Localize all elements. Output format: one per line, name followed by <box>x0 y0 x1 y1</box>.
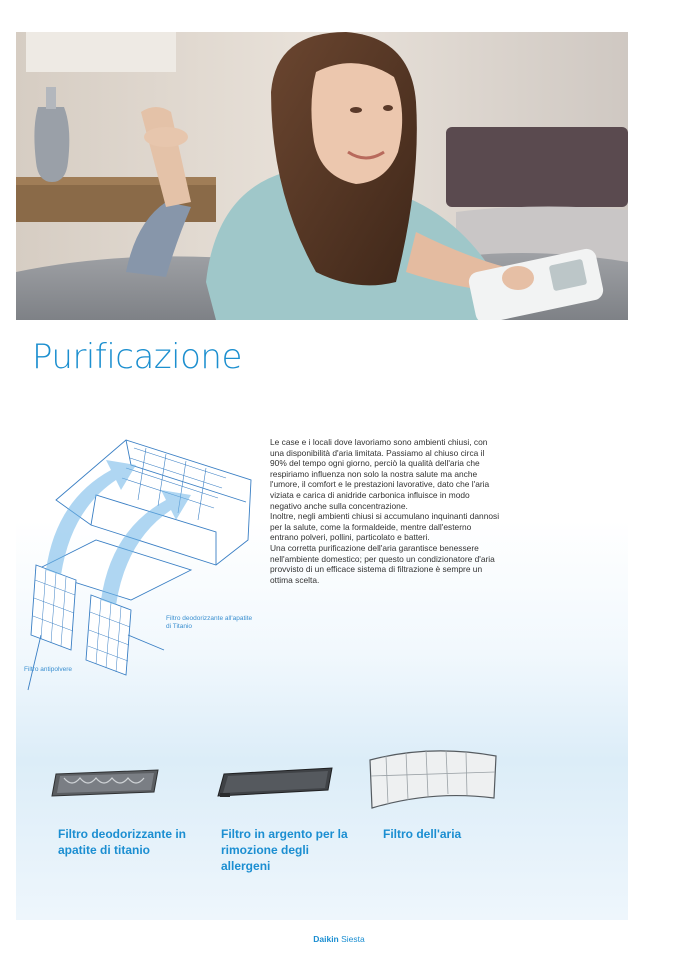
paragraph: Inoltre, negli ambienti chiusi si accumulano inquinanti dannosi per la salute, come la formaldeide, mentre dall'esterno entrano polveri, pollini, particolato e batteri. <box>270 511 500 543</box>
dust-filter-callout: Filtro antipolvere <box>24 666 73 673</box>
titanium-filter-callout: Filtro deodorizzante all'apatite di Titanio <box>166 615 253 630</box>
air-filter-icon <box>366 746 500 812</box>
product-caption: Filtro dell'aria <box>383 827 462 841</box>
footer <box>0 934 678 944</box>
product-caption: Filtro deodorizzante in apatite di titanio <box>58 827 186 857</box>
silver-allergen-filter-icon <box>216 762 336 800</box>
footer-brand: Daikin <box>313 934 339 944</box>
body-text <box>270 437 502 585</box>
paragraph: Una corretta purificazione dell'aria garantisce benessere nell'ambiente domestico; per questo un condizionatore d'aria provvisto di un efficace sistema di filtrazione è sempre un ottima scelta. <box>270 542 495 585</box>
titanium-apatite-filter-icon <box>50 764 162 800</box>
paragraph: Le case e i locali dove lavoriamo sono ambienti chiusi, con una disponibilità d'aria limitata. Passiamo al chiuso circa il 90% del tempo ogni giorno, perciò la qualità dell'aria che respiriamo influenza non solo la nostra salute ma anche l'umore, il comfort e le prestazioni lavorative, dato che l'aria viziata e carica di anidride carbonica influisce in modo negativo anche sulla concentrazione. <box>270 437 490 511</box>
brochure-page <box>16 32 628 920</box>
product-caption: Filtro in argento per la rimozione degli allergeni <box>221 827 348 873</box>
page-title: Purificazione <box>32 337 242 377</box>
footer-series: Siesta <box>341 934 365 944</box>
hero-photo <box>16 32 628 320</box>
